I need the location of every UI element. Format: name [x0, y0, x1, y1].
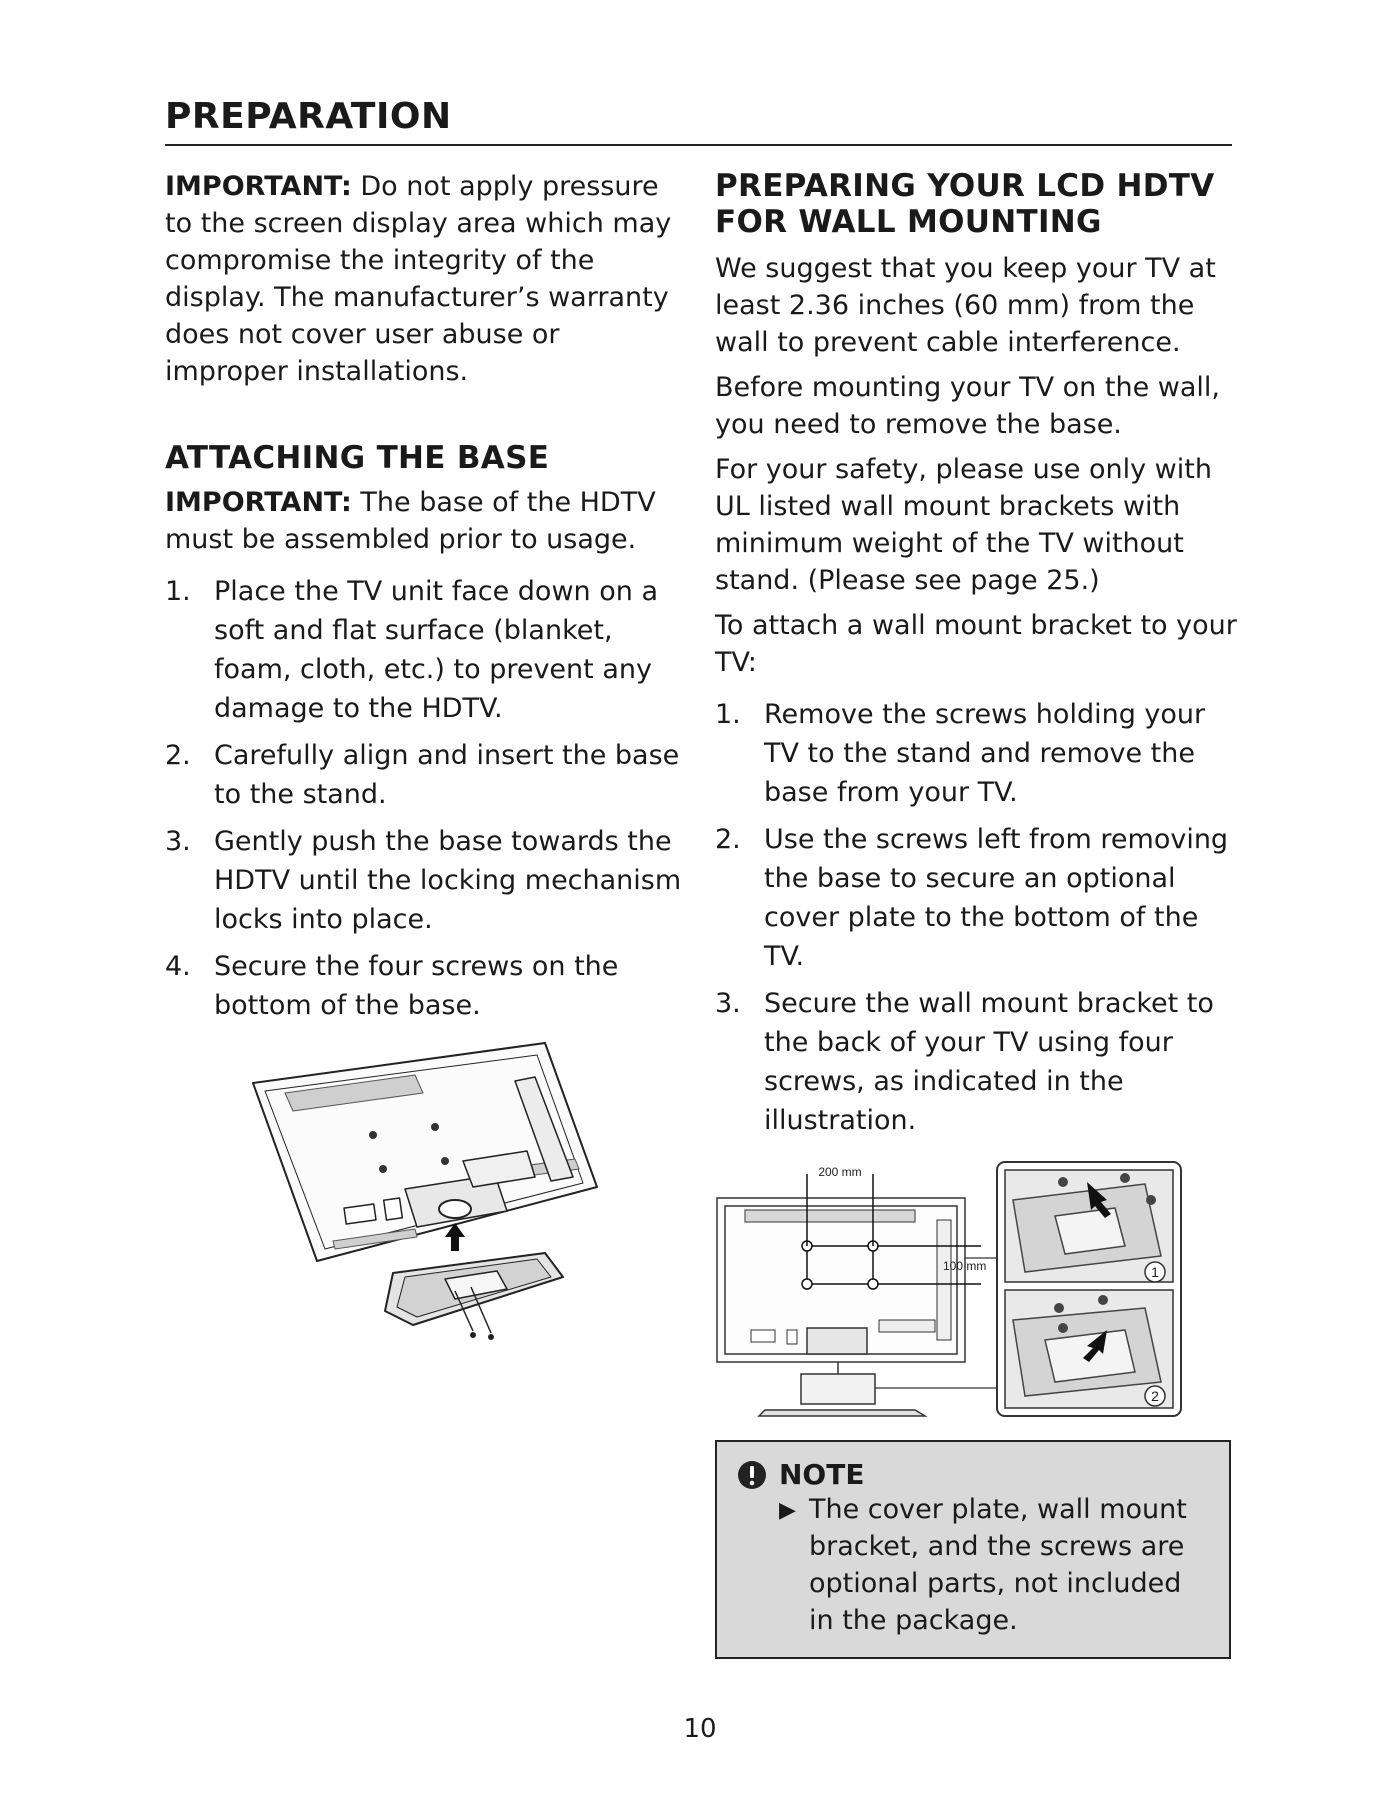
- exclamation-icon: [737, 1460, 767, 1490]
- important-label: IMPORTANT:: [165, 487, 352, 518]
- base-step: 3. Gently push the base towards the HDTV until the locking mechanism locks into place.: [165, 826, 682, 935]
- base-attachment-illustration: [245, 1041, 625, 1371]
- paragraph: To attach a wall mount bracket to your TV:: [715, 610, 1237, 678]
- paragraph: Before mounting your TV on the wall, you need to remove the base.: [715, 372, 1220, 440]
- left-column: [165, 168, 685, 1371]
- important-text: Do not apply pressure to the screen display area which may compromise the integrity of the display. The manufacturer’s warranty does not cover user abuse or improper installations.: [165, 171, 672, 387]
- important-warning: [165, 168, 685, 390]
- dim-200-label: 200 mm: [818, 1165, 862, 1179]
- note-box: [715, 1440, 1231, 1659]
- wall-mount-steps-list: [715, 695, 1240, 1140]
- wall-mount-step: 1. Remove the screws holding your TV to the stand and remove the base from your TV.: [715, 699, 1206, 808]
- title-divider: [165, 144, 1232, 146]
- paragraph: We suggest that you keep your TV at least 2.36 inches (60 mm) from the wall to prevent cable interference.: [715, 253, 1216, 358]
- base-step: 2. Carefully align and insert the base to the stand.: [165, 740, 680, 810]
- important-text: The base of the HDTV must be assembled prior to usage.: [165, 487, 656, 555]
- page-number: 10: [683, 1714, 717, 1744]
- base-important-note: [165, 484, 685, 558]
- note-item: ▶ The cover plate, wall mount bracket, and the screws are optional parts, not included in the package.: [779, 1494, 1187, 1636]
- wall-mount-step: 3. Secure the wall mount bracket to the back of your TV using four screws, as indicated in the illustration.: [715, 988, 1214, 1136]
- wall-mount-step: 2. Use the screws left from removing the base to secure an optional cover plate to the bottom of the TV.: [715, 824, 1229, 972]
- callout-2-label: 2: [1151, 1388, 1159, 1404]
- attaching-base-heading: ATTACHING THE BASE: [165, 440, 550, 476]
- base-step: 1. Place the TV unit face down on a soft and flat surface (blanket, foam, cloth, etc.) to prevent any damage to the HDTV.: [165, 576, 658, 724]
- page-title: PREPARATION: [165, 96, 452, 137]
- dim-100-label: 100 mm: [943, 1259, 987, 1273]
- base-steps-list: [165, 572, 685, 1025]
- callout-1-label: 1: [1151, 1264, 1159, 1280]
- wall-mount-diagram: [715, 1160, 1231, 1422]
- right-column: [715, 168, 1240, 1659]
- paragraph: For your safety, please use only with UL listed wall mount brackets with minimum weight of the TV without stand. (Please see page 25.): [715, 454, 1212, 596]
- note-title: NOTE: [779, 1458, 865, 1491]
- bullet-triangle-icon: ▶: [779, 1498, 796, 1523]
- note-header: [717, 1458, 1229, 1491]
- important-label: IMPORTANT:: [165, 171, 352, 202]
- wall-mounting-heading: PREPARING YOUR LCD HDTV FOR WALL MOUNTING: [715, 168, 1215, 240]
- base-step: 4. Secure the four screws on the bottom of the base.: [165, 951, 619, 1021]
